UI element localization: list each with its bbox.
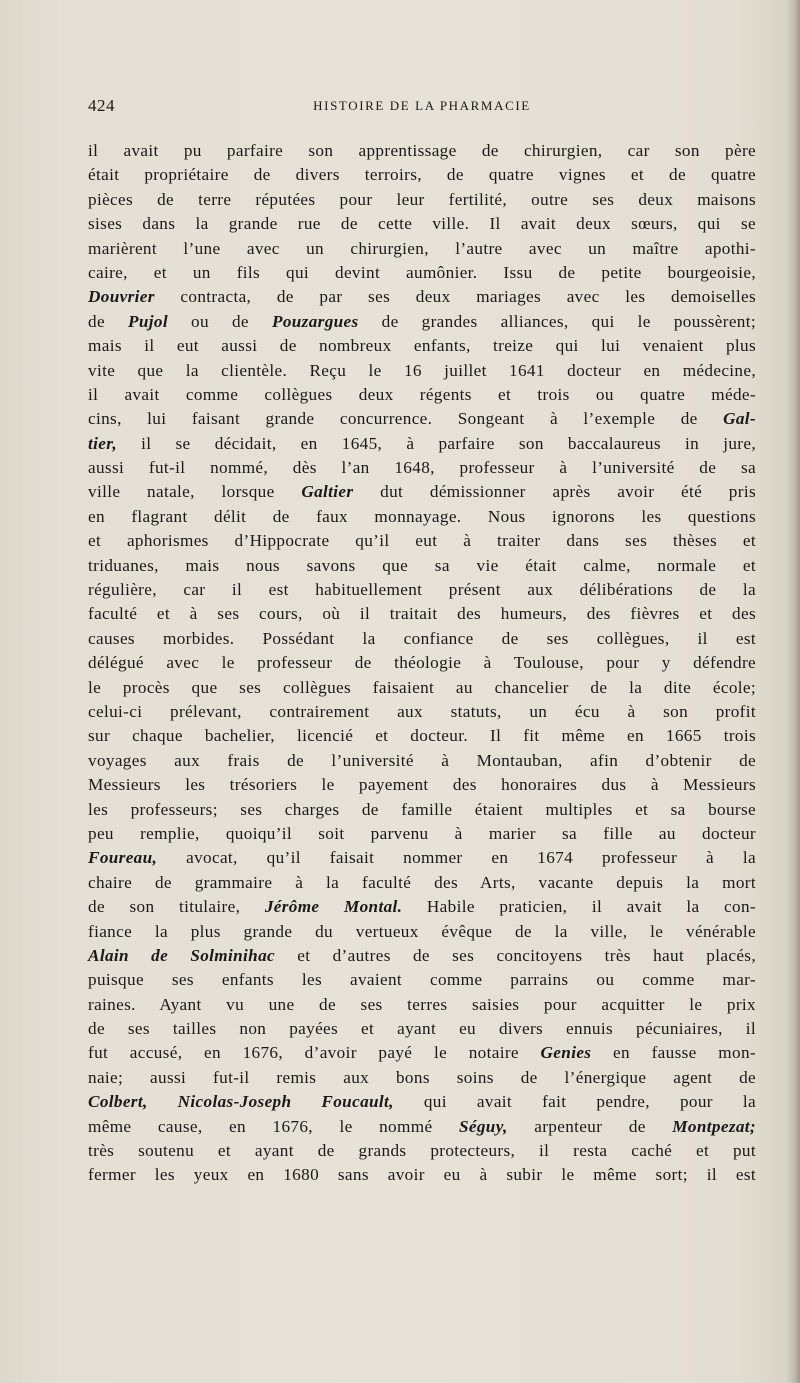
text-run: caire, et un fils qui devint aumônier. Issu de petite bourgeoisie, [88, 262, 756, 282]
text-line [88, 944, 756, 968]
text-line [88, 456, 756, 480]
text-line [88, 651, 756, 675]
italic-name: Séguy, [458, 1116, 508, 1136]
text-line [88, 627, 756, 651]
text-run: en flagrant délit de faux monnayage. Nous ignorons les questions [88, 506, 756, 526]
text-run: de grandes alliances, qui le poussèrent; [358, 311, 756, 331]
text-run: fermer les yeux en 1680 sans avoir eu à subir le même sort; il est [88, 1165, 756, 1185]
text-run: raines. Ayant vu une de ses terres saisies pour acquitter le prix [88, 994, 756, 1014]
text-line [88, 212, 756, 236]
text-line [88, 1115, 756, 1139]
italic-name: Alain de Solminihac [88, 945, 276, 965]
text-line [88, 724, 756, 748]
text-run: qui avait fait pendre, pour la [393, 1092, 756, 1112]
text-line [88, 285, 756, 309]
text-run: fut accusé, en 1676, d’avoir payé le notaire [88, 1043, 541, 1063]
text-line [88, 968, 756, 992]
italic-name: Foureau, [88, 848, 158, 868]
text-run: pièces de terre réputées pour leur fertilité, outre ses deux maisons [88, 189, 756, 209]
text-line [88, 920, 756, 944]
text-line [88, 578, 756, 602]
text-run: il se décidait, en 1645, à parfaire son baccalaureus in jure, [116, 433, 756, 453]
text-run: voyages aux frais de l’université à Montauban, afin d’obtenir de [88, 750, 756, 770]
text-run: régulière, car il est habituellement présent aux délibérations de la [88, 580, 756, 600]
text-line [88, 480, 756, 504]
text-line [88, 383, 756, 407]
text-run: et d’autres de ses concitoyens très haut placés, [275, 945, 756, 965]
text-line [88, 1163, 756, 1187]
text-run: arpenteur de [507, 1116, 673, 1136]
italic-name: Gal- [723, 409, 756, 429]
text-run: vite que la clientèle. Reçu le 16 juillet 1641 docteur en médecine, [88, 360, 756, 380]
text-line [88, 407, 756, 431]
text-line [88, 1066, 756, 1090]
text-line [88, 1041, 756, 1065]
text-line [88, 846, 756, 870]
text-run: sises dans la grande rue de cette ville. Il avait deux sœurs, qui se [88, 214, 756, 234]
text-line [88, 237, 756, 261]
text-line [88, 554, 756, 578]
running-title: HISTOIRE DE LA PHARMACIE [313, 98, 531, 113]
text-run: en fausse mon- [591, 1043, 756, 1063]
text-run: mais il eut aussi de nombreux enfants, treize qui lui venaient plus [88, 336, 756, 356]
text-run: celui-ci prélevant, contrairement aux statuts, un écu à son profit [88, 701, 756, 721]
text-line [88, 773, 756, 797]
text-run: fiance la plus grande du vertueux évêque de la ville, le vénérable [88, 921, 756, 941]
italic-name: Genies [540, 1043, 592, 1063]
text-run: délégué avec le professeur de théologie à Toulouse, pour y défendre [88, 653, 756, 673]
text-run: très soutenu et ayant de grands protecteurs, il resta caché et put [88, 1141, 756, 1161]
text-run: il avait pu parfaire son apprentissage de chirurgien, car son père [88, 141, 756, 160]
text-line [88, 188, 756, 212]
text-run: et aphorismes d’Hippocrate qu’il eut à traiter dans ses thèses et [88, 531, 756, 551]
text-run: de ses tailles non payées et ayant eu divers ennuis pécuniaires, il [88, 1019, 756, 1039]
text-run: marièrent l’une avec un chirurgien, l’autre avec un maître apothi- [88, 238, 756, 258]
text-run: causes morbides. Possédant la confiance de ses collègues, il est [88, 628, 756, 648]
italic-name: Colbert, Nicolas-Joseph Foucault, [88, 1092, 394, 1112]
running-head [88, 96, 756, 118]
text-run: faculté et à ses cours, où il traitait des humeurs, des fièvres et des [88, 604, 756, 624]
italic-name: tier, [88, 433, 117, 453]
text-line [88, 1017, 756, 1041]
text-line [88, 310, 756, 334]
text-line [88, 871, 756, 895]
text-line [88, 602, 756, 626]
text-line [88, 163, 756, 187]
text-run: chaire de grammaire à la faculté des Arts, vacante depuis la mort [88, 872, 756, 892]
text-run: contracta, de par ses deux mariages avec les demoiselles [154, 287, 756, 307]
text-run: ou de [167, 311, 272, 331]
text-run: naie; aussi fut-il remis aux bons soins de l’énergique agent de [88, 1067, 756, 1087]
text-run: Habile praticien, il avait la con- [402, 897, 756, 917]
page-number: 424 [88, 96, 115, 115]
text-run: de [88, 311, 128, 331]
text-line [88, 895, 756, 919]
text-run: sur chaque bachelier, licencié et docteur. Il fit même en 1665 trois [88, 726, 756, 746]
text-line [88, 529, 756, 553]
body-text [88, 139, 756, 1188]
text-line [88, 1090, 756, 1114]
text-run: puisque ses enfants les avaient comme parrains ou comme mar- [88, 970, 756, 990]
text-line [88, 505, 756, 529]
italic-name: Pouzargues [271, 311, 359, 331]
text-line [88, 261, 756, 285]
italic-name: Galtier [301, 482, 354, 502]
text-line [88, 798, 756, 822]
text-run: était propriétaire de divers terroirs, de quatre vignes et de quatre [88, 165, 756, 185]
text-run: dut démissionner après avoir été pris [353, 482, 756, 502]
text-line [88, 822, 756, 846]
text-line [88, 676, 756, 700]
text-run: Messieurs les trésoriers le payement des honoraires dus à Messieurs [88, 775, 756, 795]
text-run: peu remplie, quoiqu’il soit parvenu à marier sa fille au docteur [88, 823, 756, 843]
italic-name: Jérôme Montal. [264, 897, 403, 917]
text-run: triduanes, mais nous savons que sa vie était calme, normale et [88, 555, 756, 575]
text-line [88, 359, 756, 383]
text-line [88, 993, 756, 1017]
text-line [88, 139, 756, 163]
italic-name: Montpezat; [672, 1116, 757, 1136]
page-edge-shadow [786, 0, 800, 1383]
text-run: les professeurs; ses charges de famille étaient multiples et sa bourse [88, 799, 756, 819]
text-run: le procès que ses collègues faisaient au chancelier de la dite école; [88, 677, 756, 697]
text-run: même cause, en 1676, le nommé [88, 1116, 459, 1136]
text-run: aussi fut-il nommé, dès l’an 1648, professeur à l’université de sa [88, 458, 756, 478]
text-line [88, 749, 756, 773]
text-run: ville natale, lorsque [88, 482, 302, 502]
text-run: cins, lui faisant grande concurrence. Songeant à l’exemple de [88, 409, 724, 429]
text-line [88, 1139, 756, 1163]
text-run: il avait comme collègues deux régents et trois ou quatre méde- [88, 384, 756, 404]
text-line [88, 432, 756, 456]
text-run: de son titulaire, [88, 897, 265, 917]
text-line [88, 700, 756, 724]
text-line [88, 334, 756, 358]
italic-name: Pujol [128, 311, 168, 331]
italic-name: Douvrier [88, 287, 155, 307]
text-run: avocat, qu’il faisait nommer en 1674 professeur à la [157, 848, 756, 868]
